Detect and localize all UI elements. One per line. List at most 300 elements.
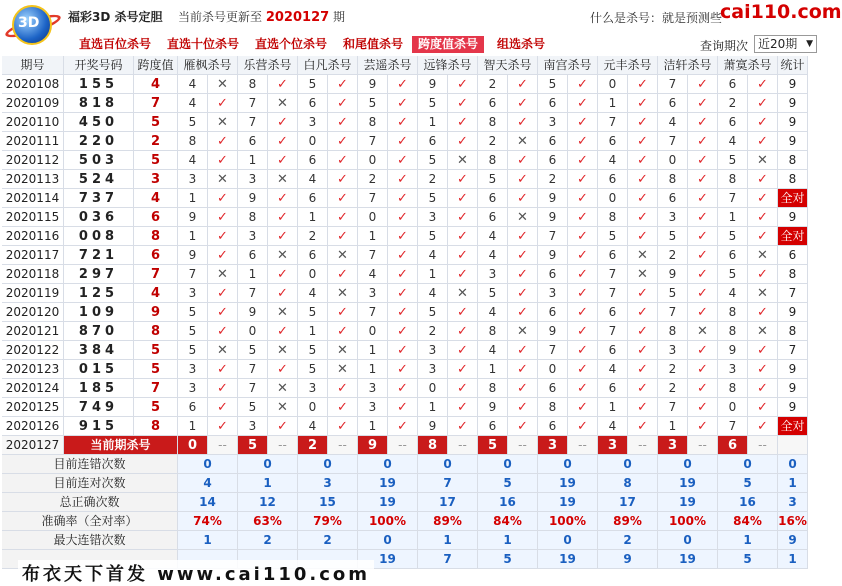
check-icon: ✓ — [448, 75, 478, 94]
kill-number-cell: 9 — [178, 246, 208, 265]
kill-number-cell: 5 — [418, 151, 448, 170]
kill-number-cell: 6 — [658, 189, 688, 208]
stats-label: 总正确次数 — [2, 493, 178, 512]
kill-number-cell: 4 — [298, 284, 328, 303]
draw-number-cell: 915 — [64, 417, 134, 436]
check-icon: ✓ — [748, 303, 778, 322]
cross-icon: ✕ — [268, 170, 298, 189]
kill-number-cell: 3 — [418, 341, 448, 360]
check-icon: ✓ — [688, 189, 718, 208]
period-select[interactable] — [754, 35, 817, 53]
check-icon: ✓ — [448, 189, 478, 208]
kill-number-cell: 0 — [598, 189, 628, 208]
check-icon: ✓ — [508, 189, 538, 208]
stat-cell: 8 — [778, 265, 808, 284]
check-icon: ✓ — [268, 132, 298, 151]
stats-value: 3 — [298, 474, 358, 493]
kill-number-cell: 1 — [178, 417, 208, 436]
span-value-cell: 5 — [134, 398, 178, 417]
check-icon: ✓ — [328, 208, 358, 227]
period-cell: 2020116 — [2, 227, 64, 246]
kill-number-cell: 9 — [538, 322, 568, 341]
pending-dash: -- — [448, 436, 478, 455]
update-suffix: 期 — [333, 10, 346, 24]
col-header-span: 跨度值 — [134, 56, 178, 75]
kill-number-cell: 9 — [718, 341, 748, 360]
stat-cell: 全对 — [778, 227, 808, 246]
kill-number-cell: 9 — [418, 417, 448, 436]
check-icon: ✓ — [688, 265, 718, 284]
cross-icon: ✕ — [208, 341, 238, 360]
kill-number-cell: 3 — [358, 379, 388, 398]
period-cell: 2020114 — [2, 189, 64, 208]
kill-number-cell: 6 — [178, 398, 208, 417]
kill-number-cell: 4 — [298, 170, 328, 189]
kill-number-cell: 3 — [658, 341, 688, 360]
stats-value: 14 — [178, 493, 238, 512]
draw-number-cell: 721 — [64, 246, 134, 265]
kill-number-cell: 1 — [178, 227, 208, 246]
check-icon: ✓ — [208, 284, 238, 303]
col-header-predictor: 元丰杀号 — [598, 56, 658, 75]
kill-number-cell: 4 — [718, 132, 748, 151]
kill-number-cell: 6 — [298, 246, 328, 265]
kill-number-cell: 8 — [478, 322, 508, 341]
kill-number-cell: 2 — [658, 379, 688, 398]
span-value-cell: 5 — [134, 341, 178, 360]
stats-value: 5 — [478, 474, 538, 493]
span-value-cell: 7 — [134, 94, 178, 113]
check-icon: ✓ — [268, 265, 298, 284]
kill-number-cell: 5 — [178, 113, 208, 132]
kill-number-cell: 6 — [478, 417, 508, 436]
check-icon: ✓ — [208, 398, 238, 417]
kill-number-cell: 3 — [718, 360, 748, 379]
check-icon: ✓ — [688, 227, 718, 246]
stat-cell: 9 — [778, 303, 808, 322]
stats-value: 9 — [598, 550, 658, 569]
check-icon: ✓ — [628, 170, 658, 189]
tab-group-kill[interactable]: 组选杀号 — [497, 37, 546, 51]
kill-number-cell: 4 — [598, 417, 628, 436]
check-icon: ✓ — [688, 379, 718, 398]
kill-number-cell: 4 — [658, 113, 688, 132]
check-icon: ✓ — [328, 132, 358, 151]
kill-number-cell: 2 — [298, 227, 328, 246]
stat-cell: 9 — [778, 75, 808, 94]
stats-value: 1 — [238, 474, 298, 493]
kill-number-cell: 7 — [598, 322, 628, 341]
cross-icon: ✕ — [268, 94, 298, 113]
check-icon: ✓ — [628, 360, 658, 379]
check-icon: ✓ — [568, 322, 598, 341]
kill-number-cell: 8 — [658, 170, 688, 189]
kill-number-cell: 6 — [238, 132, 268, 151]
stats-value: 0 — [718, 455, 778, 474]
check-icon: ✓ — [508, 360, 538, 379]
stat-cell: 9 — [778, 379, 808, 398]
span-value-cell: 7 — [134, 379, 178, 398]
kill-number-cell: 5 — [358, 94, 388, 113]
check-icon: ✓ — [448, 265, 478, 284]
cross-icon: ✕ — [328, 246, 358, 265]
check-icon: ✓ — [508, 417, 538, 436]
kill-number-cell: 0 — [298, 132, 328, 151]
period-cell: 2020115 — [2, 208, 64, 227]
cross-icon: ✕ — [328, 341, 358, 360]
check-icon: ✓ — [388, 227, 418, 246]
kill-number-cell: 5 — [298, 341, 328, 360]
kill-number-cell: 5 — [718, 265, 748, 284]
period-query-label: 查询期次 — [700, 39, 749, 53]
tab-tens-kill[interactable]: 直选十位杀号 — [167, 37, 240, 51]
check-icon: ✓ — [268, 417, 298, 436]
cross-icon: ✕ — [268, 246, 298, 265]
check-icon: ✓ — [448, 398, 478, 417]
kill-number-cell: 0 — [298, 265, 328, 284]
stats-value: 7 — [418, 550, 478, 569]
kill-number-cell: 0 — [298, 398, 328, 417]
cross-icon: ✕ — [748, 151, 778, 170]
tab-sum-tail-kill[interactable]: 和尾值杀号 — [343, 37, 404, 51]
span-value-cell: 8 — [134, 322, 178, 341]
kill-number-cell: 7 — [238, 94, 268, 113]
app-title: 福彩3D 杀号定胆 — [68, 10, 163, 24]
check-icon: ✓ — [208, 94, 238, 113]
stats-total-value: 9 — [778, 531, 808, 550]
check-icon: ✓ — [268, 360, 298, 379]
stats-value: 0 — [658, 531, 718, 550]
kill-number-cell: 0 — [358, 151, 388, 170]
kill-number-cell: 7 — [658, 303, 688, 322]
stats-value: 7 — [418, 474, 478, 493]
check-icon: ✓ — [628, 417, 658, 436]
check-icon: ✓ — [748, 360, 778, 379]
draw-number-cell: 185 — [64, 379, 134, 398]
kill-number-cell: 2 — [478, 75, 508, 94]
site-logo[interactable]: cai110.com — [720, 1, 842, 23]
stats-value: 15 — [298, 493, 358, 512]
check-icon: ✓ — [208, 360, 238, 379]
stats-value: 63% — [238, 512, 298, 531]
kill-number-cell: 6 — [538, 265, 568, 284]
cross-icon: ✕ — [508, 132, 538, 151]
check-icon: ✓ — [388, 75, 418, 94]
col-header-predictor: 萧寞杀号 — [718, 56, 778, 75]
kill-number-cell: 9 — [478, 398, 508, 417]
check-icon: ✓ — [748, 189, 778, 208]
stats-value: 100% — [538, 512, 598, 531]
col-header-period: 期号 — [2, 56, 64, 75]
current-stat-cell — [778, 436, 808, 455]
pending-dash: -- — [328, 436, 358, 455]
span-value-cell: 7 — [134, 265, 178, 284]
check-icon: ✓ — [388, 398, 418, 417]
check-icon: ✓ — [268, 227, 298, 246]
period-cell: 2020113 — [2, 170, 64, 189]
current-kill-number: 3 — [598, 436, 628, 455]
check-icon: ✓ — [568, 94, 598, 113]
span-value-cell: 2 — [134, 132, 178, 151]
stat-cell: 7 — [778, 341, 808, 360]
check-icon: ✓ — [268, 75, 298, 94]
stats-value: 1 — [478, 531, 538, 550]
kill-number-cell: 4 — [178, 75, 208, 94]
kill-number-cell: 6 — [538, 94, 568, 113]
kill-number-cell: 2 — [418, 170, 448, 189]
check-icon: ✓ — [748, 75, 778, 94]
check-icon: ✓ — [328, 94, 358, 113]
check-icon: ✓ — [568, 398, 598, 417]
check-icon: ✓ — [268, 322, 298, 341]
kill-number-cell: 7 — [238, 113, 268, 132]
col-header-draw: 开奖号码 — [64, 56, 134, 75]
stats-value: 16 — [478, 493, 538, 512]
col-header-predictor: 芸遥杀号 — [358, 56, 418, 75]
draw-number-cell: 870 — [64, 322, 134, 341]
check-icon: ✓ — [268, 284, 298, 303]
kill-number-cell: 8 — [718, 303, 748, 322]
check-icon: ✓ — [508, 151, 538, 170]
current-kill-number: 5 — [238, 436, 268, 455]
span-value-cell: 6 — [134, 208, 178, 227]
pending-dash: -- — [748, 436, 778, 455]
draw-number-cell: 297 — [64, 265, 134, 284]
kill-number-cell: 7 — [658, 75, 688, 94]
check-icon: ✓ — [628, 379, 658, 398]
kill-number-cell: 4 — [358, 265, 388, 284]
kill-number-cell: 4 — [478, 246, 508, 265]
current-kill-number: 8 — [418, 436, 448, 455]
kill-number-cell: 0 — [238, 322, 268, 341]
check-icon: ✓ — [448, 303, 478, 322]
kill-number-cell: 3 — [658, 208, 688, 227]
cross-icon: ✕ — [328, 284, 358, 303]
kill-number-cell: 4 — [418, 246, 448, 265]
check-icon: ✓ — [688, 398, 718, 417]
kill-number-cell: 8 — [178, 132, 208, 151]
check-icon: ✓ — [628, 132, 658, 151]
kill-number-cell: 3 — [238, 170, 268, 189]
current-kill-number: 6 — [718, 436, 748, 455]
stats-value: 0 — [598, 455, 658, 474]
draw-number-cell: 125 — [64, 284, 134, 303]
cross-icon: ✕ — [628, 246, 658, 265]
check-icon: ✓ — [748, 417, 778, 436]
stats-value: 100% — [658, 512, 718, 531]
kill-number-cell: 5 — [298, 75, 328, 94]
check-icon: ✓ — [388, 265, 418, 284]
kill-number-cell: 4 — [478, 341, 508, 360]
kill-number-cell: 7 — [718, 189, 748, 208]
cross-icon: ✕ — [748, 246, 778, 265]
tab-hundreds-kill[interactable]: 直选百位杀号 — [79, 37, 152, 51]
cross-icon: ✕ — [268, 341, 298, 360]
kill-number-cell: 5 — [718, 151, 748, 170]
cross-icon: ✕ — [688, 322, 718, 341]
kill-number-cell: 3 — [238, 417, 268, 436]
pending-dash: -- — [628, 436, 658, 455]
check-icon: ✓ — [688, 132, 718, 151]
check-icon: ✓ — [568, 208, 598, 227]
col-header-predictor: 洁轩杀号 — [658, 56, 718, 75]
check-icon: ✓ — [628, 151, 658, 170]
period-cell: 2020124 — [2, 379, 64, 398]
check-icon: ✓ — [568, 265, 598, 284]
stats-value: 2 — [238, 531, 298, 550]
check-icon: ✓ — [748, 398, 778, 417]
check-icon: ✓ — [568, 417, 598, 436]
check-icon: ✓ — [628, 398, 658, 417]
kill-number-cell: 3 — [478, 265, 508, 284]
cross-icon: ✕ — [208, 265, 238, 284]
stats-total-value: 16% — [778, 512, 808, 531]
kill-number-cell: 7 — [538, 341, 568, 360]
kill-number-cell: 5 — [178, 303, 208, 322]
kill-number-cell: 0 — [658, 151, 688, 170]
period-cell: 2020121 — [2, 322, 64, 341]
check-icon: ✓ — [328, 189, 358, 208]
stats-total-value: 0 — [778, 455, 808, 474]
kill-number-cell: 6 — [658, 94, 688, 113]
check-icon: ✓ — [508, 379, 538, 398]
check-icon: ✓ — [208, 379, 238, 398]
stats-value: 19 — [538, 474, 598, 493]
stat-cell: 9 — [778, 113, 808, 132]
kill-number-cell: 3 — [418, 208, 448, 227]
check-icon: ✓ — [508, 341, 538, 360]
kill-number-cell: 3 — [418, 360, 448, 379]
fucai-3d-logo: 3D — [4, 1, 66, 47]
kill-number-cell: 5 — [178, 341, 208, 360]
check-icon: ✓ — [568, 227, 598, 246]
check-icon: ✓ — [388, 284, 418, 303]
page-header — [0, 0, 842, 34]
kill-number-cell: 6 — [298, 151, 328, 170]
stat-cell: 9 — [778, 132, 808, 151]
stats-value: 0 — [238, 455, 298, 474]
cross-icon: ✕ — [508, 208, 538, 227]
kill-number-cell: 6 — [538, 417, 568, 436]
stats-value: 19 — [538, 550, 598, 569]
kill-number-cell: 7 — [238, 360, 268, 379]
kill-number-cell: 6 — [718, 75, 748, 94]
kill-number-cell: 6 — [538, 303, 568, 322]
check-icon: ✓ — [568, 341, 598, 360]
kill-number-cell: 1 — [298, 322, 328, 341]
draw-number-cell: 503 — [64, 151, 134, 170]
check-icon: ✓ — [448, 132, 478, 151]
kill-number-cell: 7 — [358, 189, 388, 208]
kill-number-cell: 0 — [598, 75, 628, 94]
check-icon: ✓ — [388, 246, 418, 265]
check-icon: ✓ — [748, 170, 778, 189]
kill-number-cell: 7 — [598, 284, 628, 303]
tab-units-kill[interactable]: 直选个位杀号 — [255, 37, 328, 51]
col-header-predictor: 智天杀号 — [478, 56, 538, 75]
check-icon: ✓ — [508, 246, 538, 265]
draw-number-cell: 036 — [64, 208, 134, 227]
kill-number-cell: 9 — [178, 208, 208, 227]
check-icon: ✓ — [748, 227, 778, 246]
update-prefix: 当前杀号更新至 — [178, 10, 263, 24]
kill-number-cell: 6 — [598, 341, 628, 360]
kill-number-cell: 4 — [718, 284, 748, 303]
kill-number-cell: 2 — [658, 246, 688, 265]
col-header-predictor: 雁枫杀号 — [178, 56, 238, 75]
stats-value: 5 — [718, 474, 778, 493]
kill-number-cell: 5 — [178, 322, 208, 341]
kill-number-cell: 6 — [238, 246, 268, 265]
stat-cell: 8 — [778, 170, 808, 189]
cross-icon: ✕ — [268, 398, 298, 417]
cross-icon: ✕ — [208, 113, 238, 132]
stat-cell: 全对 — [778, 189, 808, 208]
stats-label: 准确率（全对率） — [2, 512, 178, 531]
cross-icon: ✕ — [508, 322, 538, 341]
kill-number-cell: 4 — [298, 417, 328, 436]
kill-number-cell: 6 — [298, 94, 328, 113]
current-kill-number: 0 — [178, 436, 208, 455]
kill-number-cell: 7 — [538, 227, 568, 246]
period-cell: 2020122 — [2, 341, 64, 360]
pending-dash: -- — [688, 436, 718, 455]
check-icon: ✓ — [268, 208, 298, 227]
kill-number-cell: 3 — [238, 227, 268, 246]
draw-number-cell: 818 — [64, 94, 134, 113]
stats-value: 19 — [358, 550, 418, 569]
period-cell: 2020108 — [2, 75, 64, 94]
kill-number-cell: 8 — [658, 322, 688, 341]
kill-number-cell: 2 — [418, 322, 448, 341]
kill-number-cell: 6 — [478, 189, 508, 208]
check-icon: ✓ — [328, 151, 358, 170]
kill-number-cell: 4 — [478, 227, 508, 246]
cross-icon: ✕ — [268, 379, 298, 398]
period-cell: 2020120 — [2, 303, 64, 322]
span-value-cell: 5 — [134, 151, 178, 170]
kill-number-cell: 9 — [538, 189, 568, 208]
kill-number-cell: 7 — [358, 303, 388, 322]
kill-number-cell: 5 — [478, 170, 508, 189]
tab-span-kill[interactable]: 跨度值杀号 — [412, 36, 484, 53]
kill-number-cell: 4 — [418, 284, 448, 303]
check-icon: ✓ — [448, 246, 478, 265]
kill-number-cell: 1 — [598, 398, 628, 417]
check-icon: ✓ — [508, 227, 538, 246]
stats-value: 1 — [718, 531, 778, 550]
current-kill-number: 3 — [538, 436, 568, 455]
draw-number-cell: 450 — [64, 113, 134, 132]
kill-number-cell: 1 — [598, 94, 628, 113]
kill-number-cell: 5 — [418, 94, 448, 113]
kill-number-cell: 9 — [358, 75, 388, 94]
pending-dash: -- — [388, 436, 418, 455]
kill-number-cell: 5 — [478, 284, 508, 303]
current-kill-number: 9 — [358, 436, 388, 455]
pending-dash: -- — [268, 436, 298, 455]
stats-value: 19 — [658, 550, 718, 569]
check-icon: ✓ — [568, 75, 598, 94]
check-icon: ✓ — [688, 208, 718, 227]
kill-number-cell: 9 — [538, 208, 568, 227]
span-value-cell: 6 — [134, 246, 178, 265]
check-icon: ✓ — [688, 417, 718, 436]
kill-number-cell: 3 — [178, 360, 208, 379]
stat-cell: 6 — [778, 246, 808, 265]
stats-value: 8 — [598, 474, 658, 493]
kill-number-cell: 3 — [178, 170, 208, 189]
